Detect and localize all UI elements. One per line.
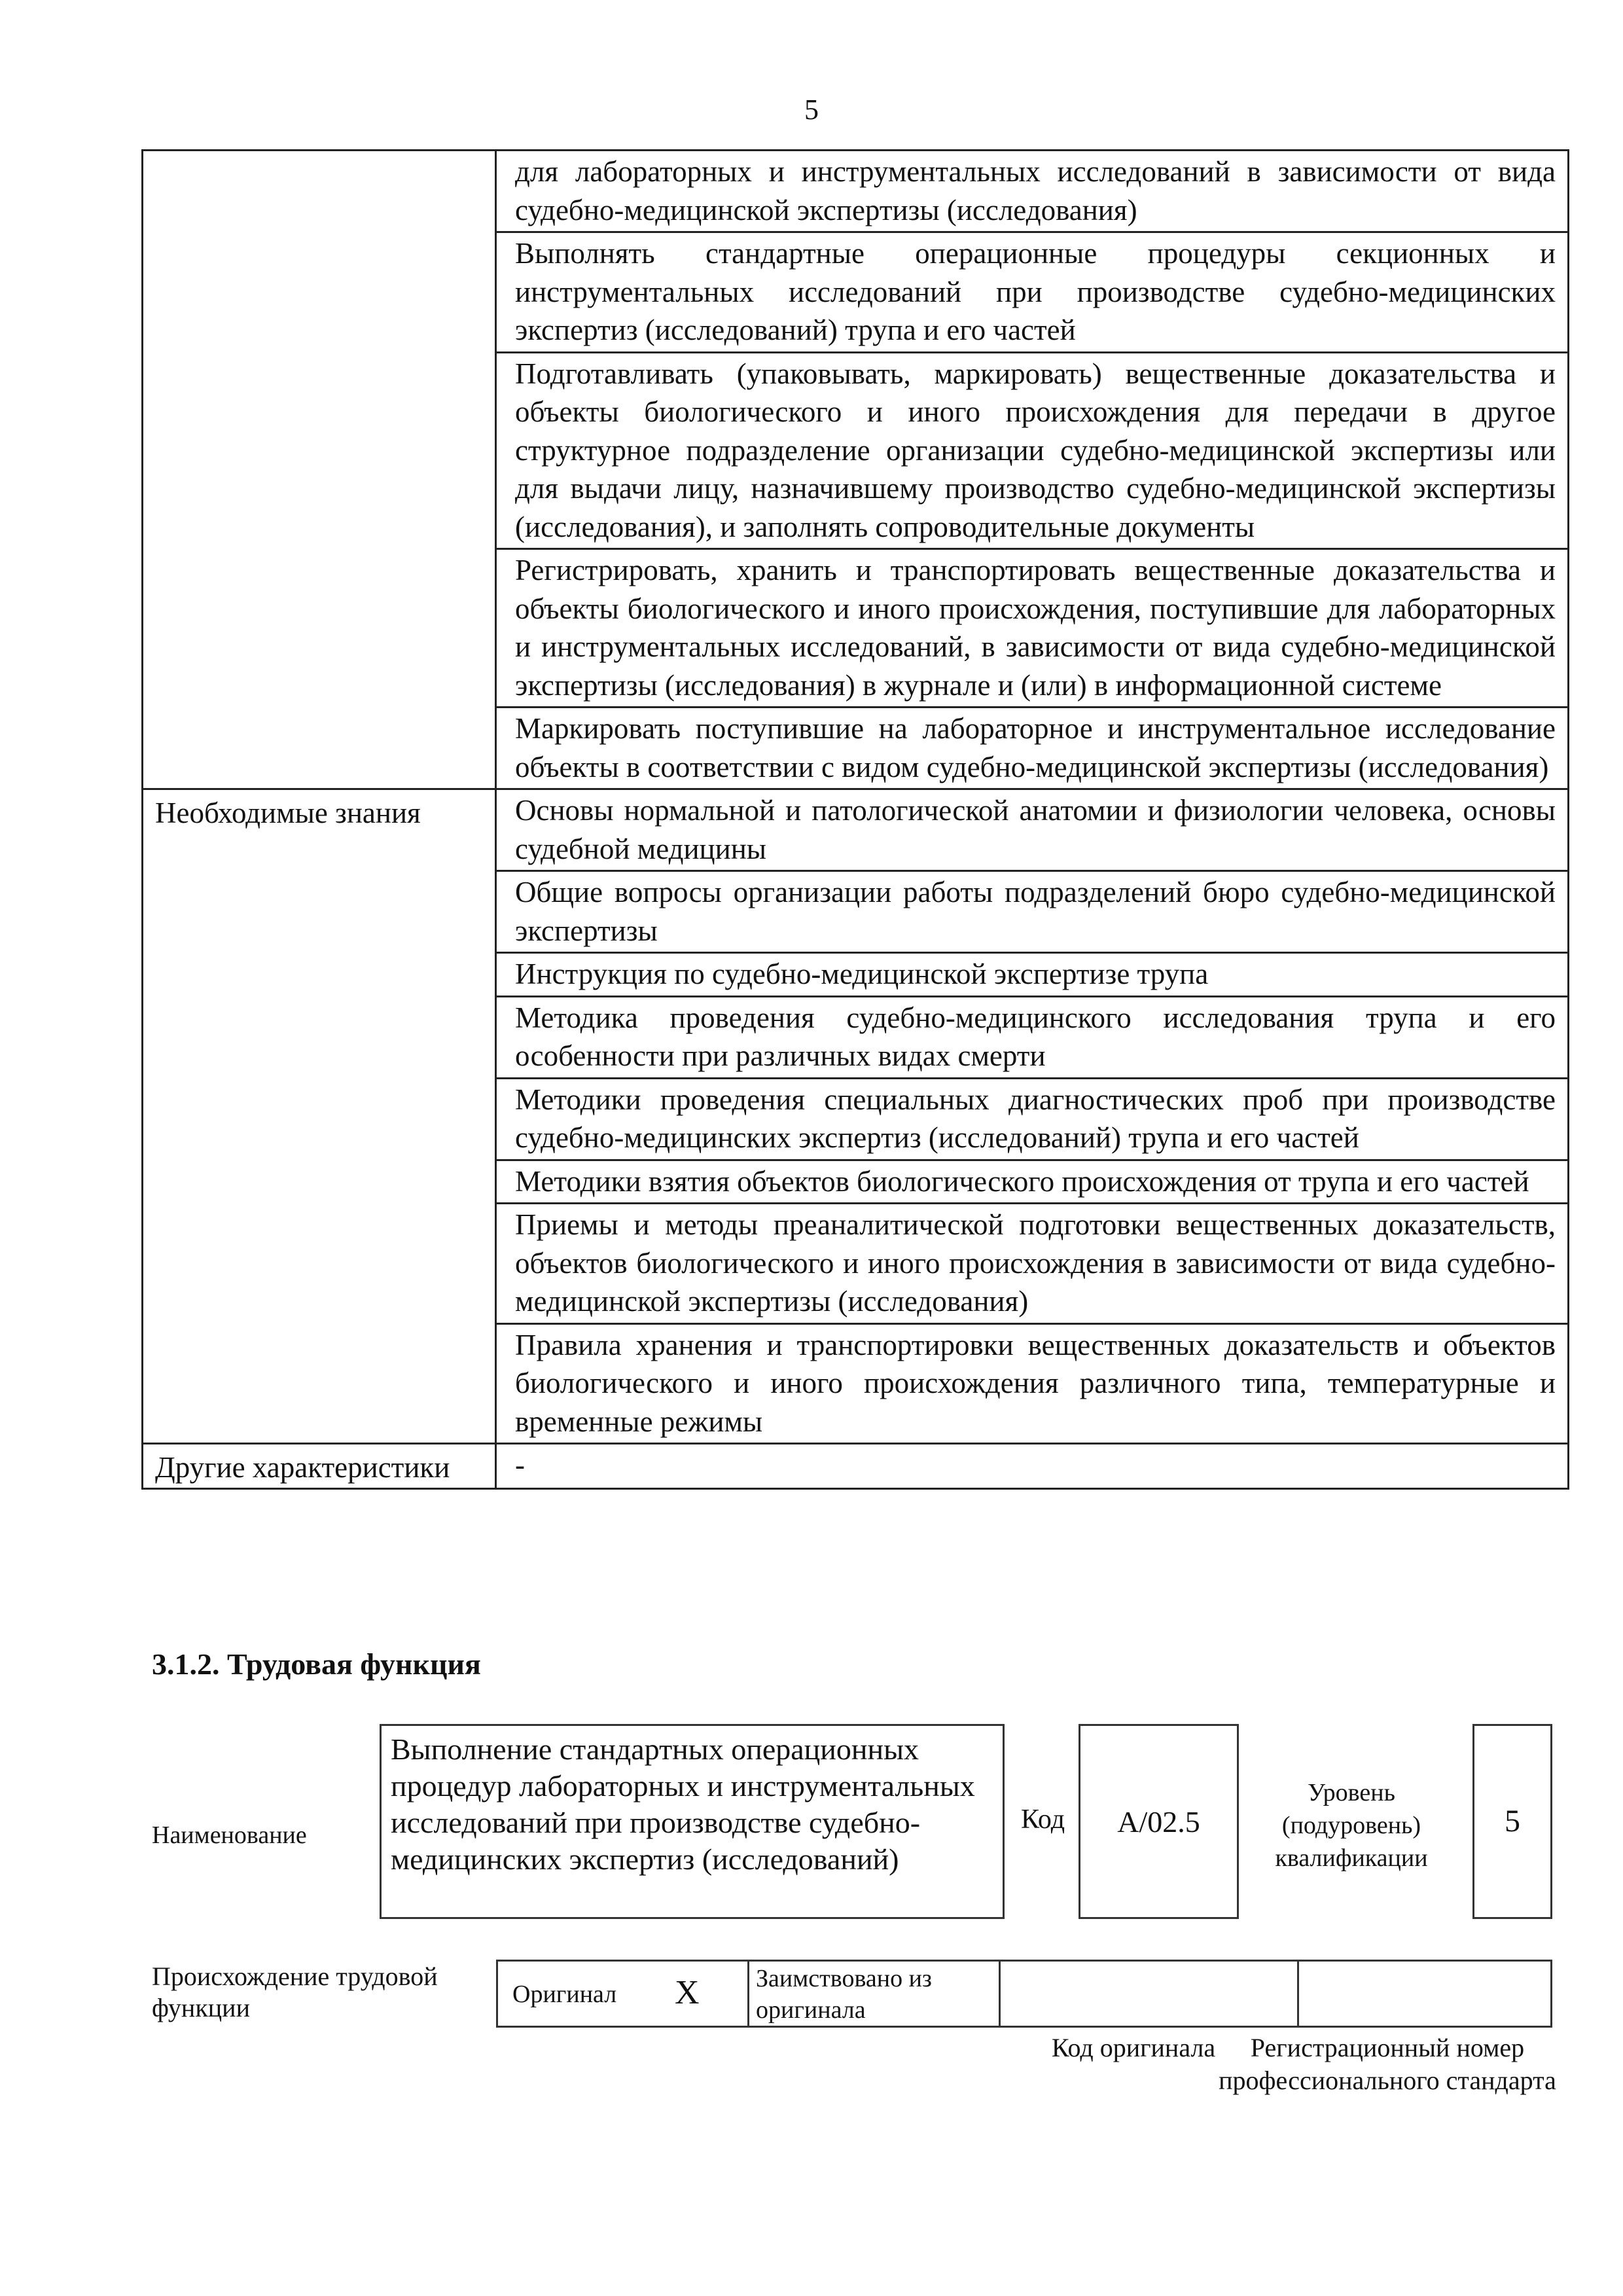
knowledge-item: Методики взятия объектов биологического происхождения от трупа и его частей <box>497 1159 1567 1203</box>
borrowed-label: Заимствовано из оригинала <box>756 1965 932 2024</box>
skill-item: Выполнять стандартные операционные процедуры секционных и инструментальных исследований при производстве судебно-медицинских экспертиз (исследований) трупа и его частей <box>497 231 1567 351</box>
function-name-label: Наименование <box>152 1821 307 1849</box>
skills-knowledge-table <box>141 149 1569 1490</box>
other-label: Другие характеристики <box>143 1443 497 1488</box>
skills-items <box>497 151 1567 788</box>
knowledge-label: Необходимые знания <box>143 788 497 1443</box>
skill-item: Подготавливать (упаковывать, маркировать) вещественные доказательства и объекты биологического и иного происхождения для передачи в другое структурное подразделение организации судебно-медицинской экспертизы или для выдачи лицу, назначившему производство судебно-медицинской экспертизы (исследования), и заполнять сопроводительные документы <box>497 351 1567 548</box>
original-mark: X <box>675 1974 700 2011</box>
knowledge-item: Общие вопросы организации работы подразделений бюро судебно-медицинской экспертизы <box>497 870 1567 952</box>
function-name-box: Выполнение стандартных операционных процедур лабораторных и инструментальных исследований при производстве судебно-медицинских экспертиз (исследований) <box>380 1724 1005 1919</box>
qualification-level-label: Уровень (подуровень) квалификации <box>1275 1779 1428 1872</box>
original-code-cell <box>1001 1962 1299 2026</box>
skill-item: Маркировать поступившие на лабораторное и инструментальное исследование объекты в соответствии с видом судебно-медицинской экспертизы (исследования) <box>497 706 1567 788</box>
page-number: 5 <box>804 94 819 126</box>
origin-label: Происхождение трудовой функции <box>152 1962 438 2022</box>
knowledge-item: Инструкция по судебно-медицинской экспертизе трупа <box>497 952 1567 996</box>
section-heading: 3.1.2. Трудовая функция <box>152 1647 481 1681</box>
function-code-box: A/02.5 <box>1079 1724 1239 1919</box>
original-label: Оригинал <box>512 1981 617 2008</box>
other-value: - <box>515 1448 525 1481</box>
knowledge-item: Методики проведения специальных диагностических проб при производстве судебно-медицинских экспертиз (исследований) трупа и его частей <box>497 1077 1567 1159</box>
origin-table <box>496 1960 1552 2028</box>
original-cell <box>498 1962 749 2026</box>
knowledge-item: Методика проведения судебно-медицинского исследования трупа и его особенности при различных видах смерти <box>497 996 1567 1077</box>
skills-label-cell <box>143 151 497 788</box>
registration-number-caption: Регистрационный номер профессионального стандарта <box>1219 2033 1556 2095</box>
knowledge-items <box>497 788 1567 1443</box>
registration-number-cell <box>1299 1962 1550 2026</box>
skill-item: Регистрировать, хранить и транспортировать вещественные доказательства и объекты биологического и иного происхождения, поступившие для лабораторных и инструментальных исследований, в зависимости от вида судебно-медицинской экспертизы (исследования) в журнале и (или) в информационной системе <box>497 548 1567 706</box>
knowledge-item: Правила хранения и транспортировки вещественных доказательств и объектов биологического и иного происхождения различного типа, температурные и временные режимы <box>497 1323 1567 1443</box>
qualification-level-box: 5 <box>1472 1724 1552 1919</box>
skill-item: для лабораторных и инструментальных исследований в зависимости от вида судебно-медицинской экспертизы (исследования) <box>515 155 1556 226</box>
knowledge-item: Основы нормальной и патологической анатомии и физиологии человека, основы судебной медицины <box>515 794 1556 865</box>
original-code-caption: Код оригинала <box>1051 2033 1216 2062</box>
function-code-label: Код <box>1021 1804 1065 1835</box>
borrowed-cell <box>749 1962 1001 2026</box>
other-value-cell <box>497 1443 1567 1488</box>
knowledge-item: Приемы и методы преаналитической подготовки вещественных доказательств, объектов биологического и иного происхождения в зависимости от вида судебно-медицинской экспертизы (исследования) <box>497 1202 1567 1323</box>
